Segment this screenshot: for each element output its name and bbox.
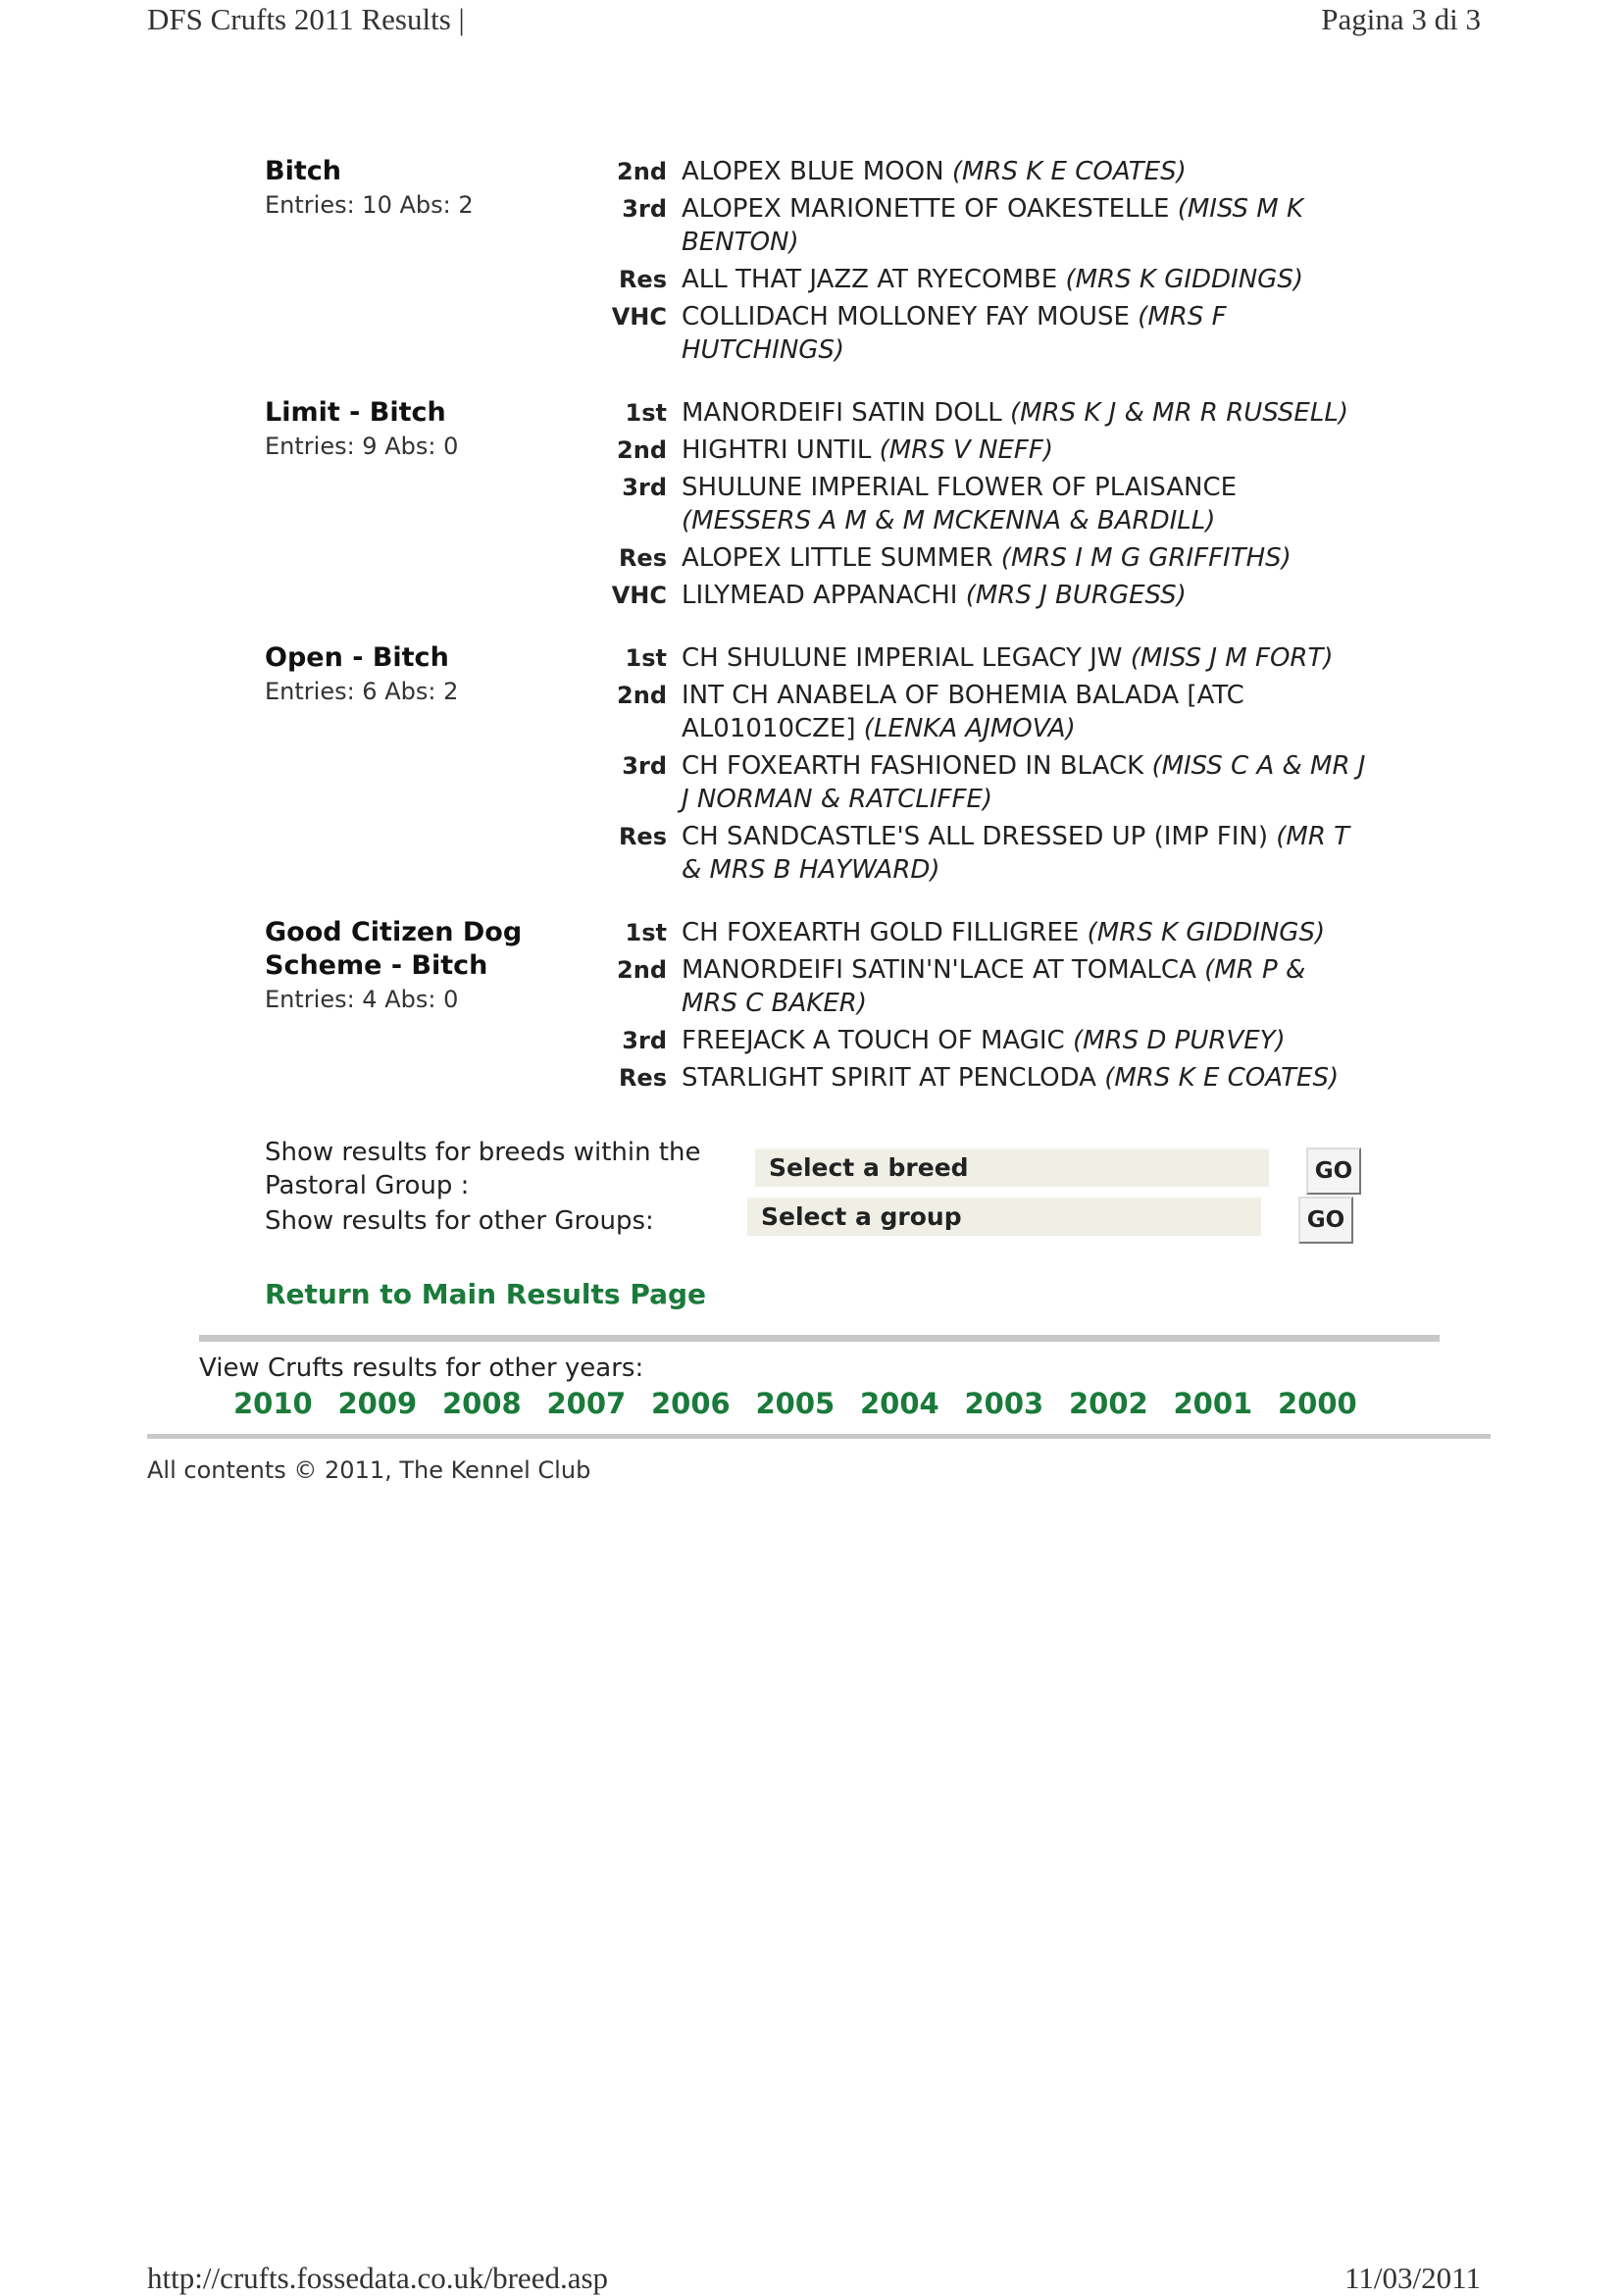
print-header-page: Pagina 3 di 3 [1321,2,1481,36]
placing-row [598,679,1383,745]
year-link-2001[interactable]: 2001 [1173,1387,1253,1420]
placing-position: 2nd [617,158,667,185]
placings-list [598,641,1383,887]
group-go-button[interactable]: GO [1298,1197,1353,1244]
placing-position: Res [618,544,667,572]
class-block [265,396,1383,612]
placing-row [598,263,1383,296]
year-link-2009[interactable]: 2009 [337,1387,418,1420]
placings-list [598,916,1383,1095]
exhibitor-name: (MRS D PURVEY) [1072,1026,1286,1055]
placing-position: 2nd [617,436,667,464]
placing-position: 3rd [622,195,667,223]
placing-entry [682,396,1368,430]
class-entries: Entries: 10 Abs: 2 [265,191,474,219]
year-link-2004[interactable]: 2004 [860,1387,939,1420]
placing-entry [682,300,1368,367]
placing-entry [682,749,1368,816]
dog-name: CH SANDCASTLE'S ALL DRESSED UP (IMP FIN) [682,822,1268,851]
dog-name: CH FOXEARTH GOLD FILLIGREE [682,918,1080,947]
other-years-label: View Crufts results for other years: [199,1353,644,1383]
dog-name: MANORDEIFI SATIN DOLL [682,398,1002,428]
year-link-2005[interactable]: 2005 [755,1387,836,1420]
years-list [233,1387,1383,1420]
year-link-2000[interactable]: 2000 [1278,1387,1357,1420]
placing-entry [682,471,1368,537]
placing-row [598,579,1383,612]
class-block [265,916,1383,1095]
placing-position: Res [618,266,667,293]
placing-position: 3rd [622,1027,667,1054]
placing-row [598,953,1383,1020]
placing-row [598,541,1383,575]
class-entries: Entries: 6 Abs: 2 [265,678,459,705]
placing-row [598,471,1383,537]
placing-position: Res [618,1064,667,1092]
placing-position: VHC [611,303,667,331]
placing-position: 2nd [617,956,667,984]
exhibitor-name: (MISS C A & MR J J NORMAN & RATCLIFFE) [682,751,1366,814]
year-link-2006[interactable]: 2006 [651,1387,731,1420]
placing-entry [682,1024,1368,1057]
placing-entry [682,155,1368,188]
class-entries: Entries: 9 Abs: 0 [265,433,459,460]
class-info [265,641,588,708]
year-link-2008[interactable]: 2008 [442,1387,522,1420]
placing-position: 2nd [617,682,667,709]
exhibitor-name: (MRS K J & MR R RUSSELL) [1009,398,1348,428]
dog-name: ALOPEX BLUE MOON [682,157,944,186]
placing-row [598,641,1383,675]
class-block [265,641,1383,887]
placing-position: 1st [625,399,667,427]
group-nav-row [265,1202,1383,1269]
dog-name: MANORDEIFI SATIN'N'LACE AT TOMALCA [682,955,1196,985]
exhibitor-name: (MR T & MRS B HAYWARD) [682,822,1350,885]
divider [147,1434,1491,1439]
breed-go-button[interactable]: GO [1306,1148,1361,1195]
divider [199,1335,1440,1342]
exhibitor-name: (MRS V NEFF) [879,435,1053,465]
placing-entry [682,541,1368,575]
placing-position: 3rd [622,474,667,501]
year-link-2010[interactable]: 2010 [233,1387,313,1420]
placing-row [598,396,1383,430]
exhibitor-name: (MR P & MRS C BAKER) [682,955,1306,1018]
print-header-title: DFS Crufts 2011 Results | [147,2,465,36]
placing-row [598,300,1383,367]
exhibitor-name: (LENKA AJMOVA) [863,714,1076,743]
results-list [265,155,1383,1124]
exhibitor-name: (MESSERS A M & M MCKENNA & BARDILL) [682,506,1216,536]
group-nav-label: Show results for other Groups: [265,1206,654,1236]
placing-row [598,434,1383,467]
group-select[interactable]: Select a group [747,1197,1261,1236]
placing-row [598,916,1383,949]
breed-nav-label: Show results for breeds within the Pastoral Group : [265,1138,701,1200]
class-block [265,155,1383,367]
exhibitor-name: (MRS J BURGESS) [965,581,1187,610]
exhibitor-name: (MISS J M FORT) [1130,643,1334,673]
placing-row [598,749,1383,816]
print-footer [147,2261,1481,2294]
class-info [265,396,588,463]
placing-row [598,192,1383,259]
year-link-2002[interactable]: 2002 [1069,1387,1148,1420]
breed-nav-row [265,1136,1383,1202]
placing-row [598,155,1383,188]
exhibitor-name: (MRS K GIDDINGS) [1087,918,1326,947]
dog-name: INT CH ANABELA OF BOHEMIA BALADA [ATC AL01010CZE] [682,681,1244,743]
exhibitor-name: (MRS K E COATES) [951,157,1187,186]
placing-entry [682,916,1368,949]
class-name: Good Citizen Dog Scheme - Bitch [265,917,523,981]
dog-name: CH SHULUNE IMPERIAL LEGACY JW [682,643,1123,673]
print-footer-date: 11/03/2011 [1344,2261,1481,2295]
class-info [265,916,588,1016]
navigation-block [265,1136,1383,1269]
placing-entry [682,953,1368,1020]
dog-name: ALL THAT JAZZ AT RYECOMBE [682,265,1058,294]
class-entries: Entries: 4 Abs: 0 [265,986,459,1013]
placing-position: 3rd [622,752,667,780]
placing-entry [682,192,1368,259]
placings-list [598,396,1383,612]
breed-select[interactable]: Select a breed [755,1148,1269,1187]
dog-name: CH FOXEARTH FASHIONED IN BLACK [682,751,1144,781]
placing-position: Res [618,823,667,850]
class-name: Open - Bitch [265,642,449,673]
placing-row [598,820,1383,887]
placing-position: 1st [625,644,667,672]
class-name: Limit - Bitch [265,397,446,428]
placing-entry [682,679,1368,745]
dog-name: LILYMEAD APPANACHI [682,581,958,610]
placing-position: VHC [611,582,667,609]
placing-entry [682,1061,1368,1095]
placing-entry [682,579,1368,612]
dog-name: ALOPEX MARIONETTE OF OAKESTELLE [682,194,1170,224]
exhibitor-name: (MRS K GIDDINGS) [1065,265,1303,294]
dog-name: ALOPEX LITTLE SUMMER [682,543,993,573]
print-footer-url: http://crufts.fossedata.co.uk/breed.asp [147,2261,609,2295]
dog-name: COLLIDACH MOLLONEY FAY MOUSE [682,302,1130,332]
placing-entry [682,263,1368,296]
class-name: Bitch [265,156,341,186]
class-info [265,155,588,222]
exhibitor-name: (MISS M K BENTON) [682,194,1304,257]
return-main-results-link[interactable]: Return to Main Results Page [265,1278,707,1310]
exhibitor-name: (MRS F HUTCHINGS) [682,302,1227,365]
dog-name: STARLIGHT SPIRIT AT PENCLODA [682,1063,1096,1093]
dog-name: HIGHTRI UNTIL [682,435,872,465]
placing-row [598,1024,1383,1057]
year-link-2007[interactable]: 2007 [546,1387,627,1420]
dog-name: SHULUNE IMPERIAL FLOWER OF PLAISANCE [682,473,1238,502]
placings-list [598,155,1383,367]
dog-name: FREEJACK A TOUCH OF MAGIC [682,1026,1065,1055]
placing-row [598,1061,1383,1095]
exhibitor-name: (MRS I M G GRIFFITHS) [1000,543,1292,573]
year-link-2003[interactable]: 2003 [964,1387,1044,1420]
copyright: All contents © 2011, The Kennel Club [147,1456,591,1484]
placing-entry [682,434,1368,467]
print-header [147,0,1481,39]
exhibitor-name: (MRS K E COATES) [1104,1063,1340,1093]
placing-position: 1st [625,919,667,946]
placing-entry [682,820,1368,887]
placing-entry [682,641,1368,675]
